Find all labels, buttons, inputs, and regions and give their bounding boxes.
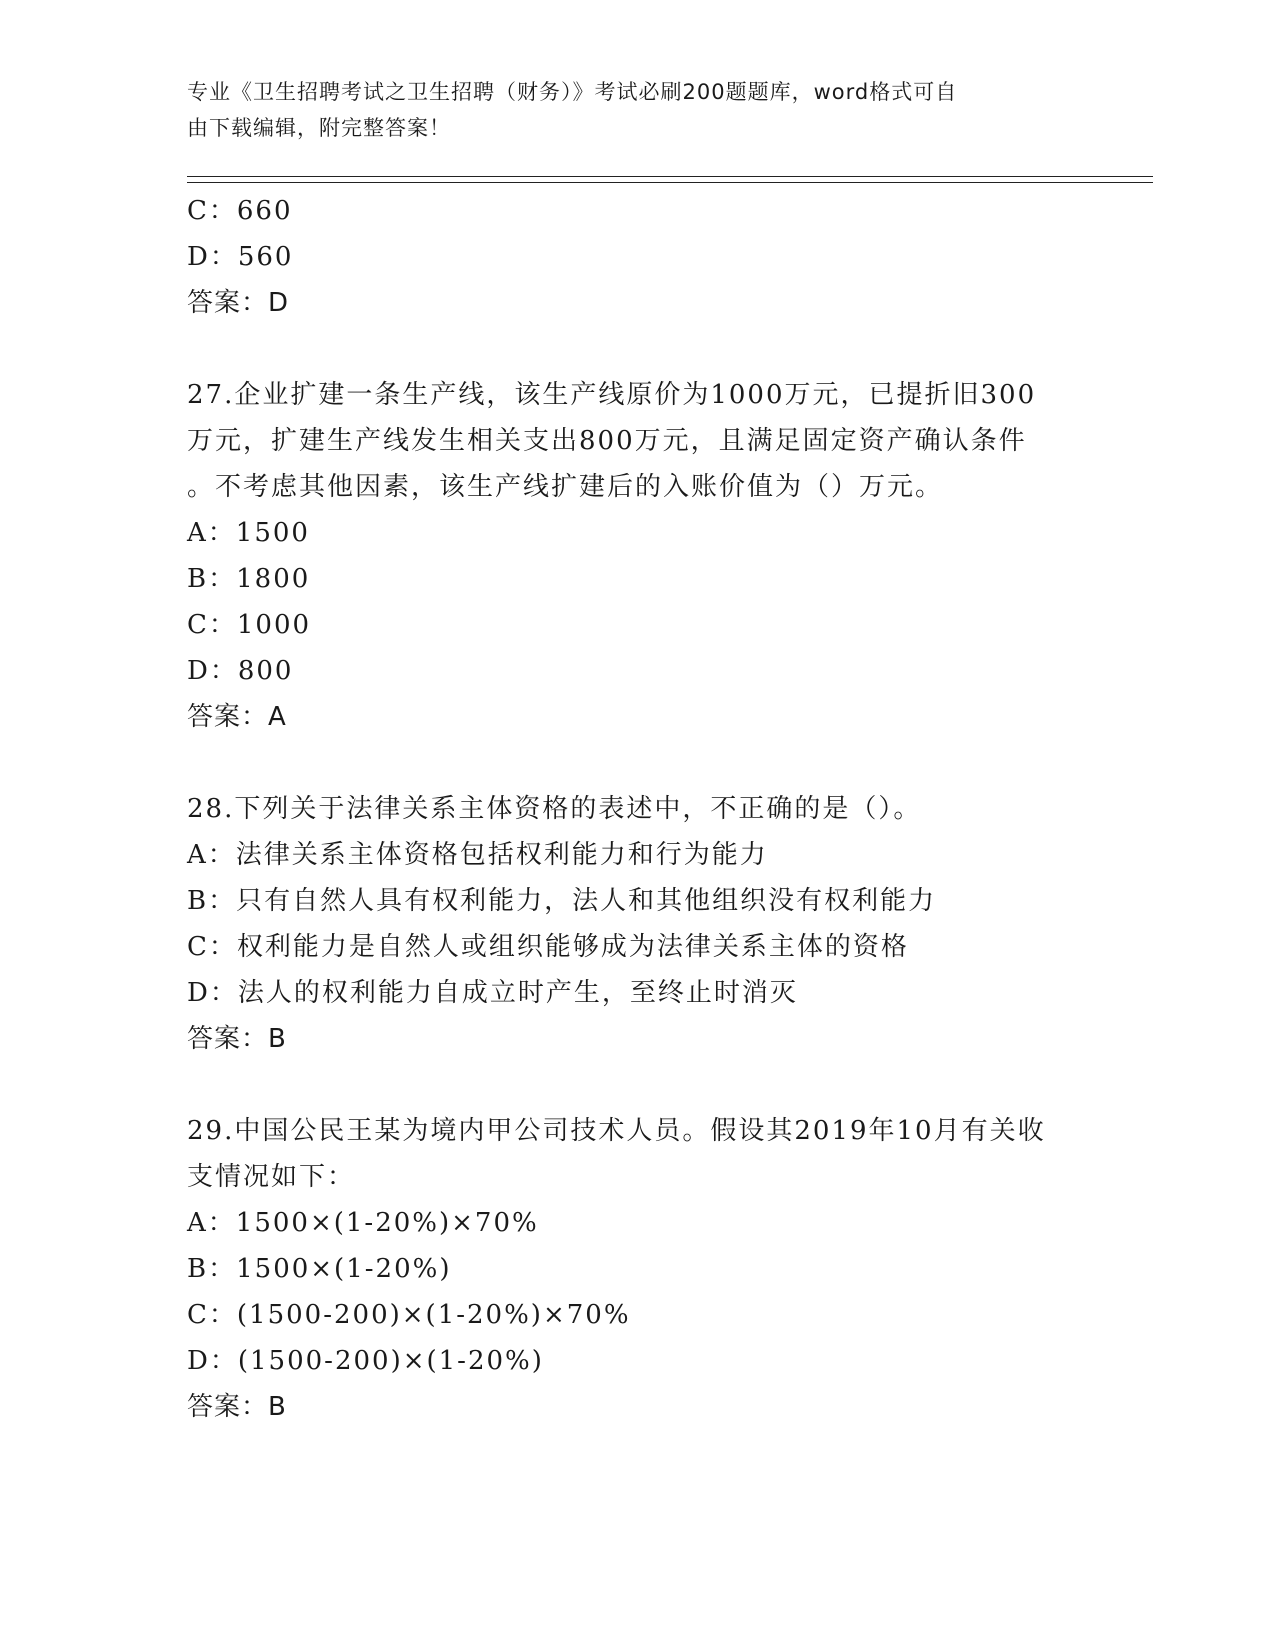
- option-a: A：1500×(1-20%)×70%: [187, 1208, 539, 1238]
- question-list: [187, 188, 1087, 1430]
- option-d: D：法人的权利能力自成立时产生，至终止时消灭: [187, 978, 798, 1008]
- document-header: [187, 74, 1077, 146]
- question-28: [187, 786, 1087, 1062]
- option-b: B：1500×(1-20%): [187, 1254, 452, 1284]
- question-29: [187, 1108, 1087, 1430]
- option-c: C：1000: [187, 610, 312, 640]
- question-stem-line: 27.企业扩建一条生产线，该生产线原价为1000万元，已提折旧300: [187, 380, 1037, 410]
- option-d: D：800: [187, 656, 294, 686]
- option-c: C：(1500-200)×(1-20%)×70%: [187, 1300, 631, 1330]
- question-stem-line: 29.中国公民王某为境内甲公司技术人员。假设其2019年10月有关收: [187, 1116, 1046, 1146]
- question-stem-line: 万元，扩建生产线发生相关支出800万元，且满足固定资产确认条件: [187, 426, 1027, 456]
- option-d: D：560: [187, 242, 294, 272]
- answer-line: 答案：B: [187, 1024, 287, 1054]
- header-divider-bottom: [187, 182, 1153, 183]
- question-stem-line: 。不考虑其他因素，该生产线扩建后的入账价值为（）万元。: [187, 472, 944, 502]
- option-a: A：法律关系主体资格包括权利能力和行为能力: [187, 840, 768, 870]
- spacer: [187, 1062, 1087, 1108]
- answer-line: 答案：B: [187, 1392, 287, 1422]
- option-b: B：1800: [187, 564, 311, 594]
- option-a: A：1500: [187, 518, 310, 548]
- question-stem-line: 28.下列关于法律关系主体资格的表述中，不正确的是（）。: [187, 794, 922, 824]
- spacer: [187, 740, 1087, 786]
- option-c: C：660: [187, 196, 293, 226]
- question-stem-line: 支情况如下：: [187, 1162, 356, 1192]
- spacer: [187, 326, 1087, 372]
- header-title-line-2: 由下载编辑，附完整答案！: [187, 116, 451, 140]
- header-divider-top: [187, 176, 1153, 177]
- answer-line: 答案：A: [187, 702, 287, 732]
- option-c: C：权利能力是自然人或组织能够成为法律关系主体的资格: [187, 932, 909, 962]
- question-27: [187, 372, 1087, 740]
- option-b: B：只有自然人具有权利能力，法人和其他组织没有权利能力: [187, 886, 937, 916]
- answer-line: 答案：D: [187, 288, 290, 318]
- option-d: D：(1500-200)×(1-20%): [187, 1346, 544, 1376]
- header-title-line-1: 专业《卫生招聘考试之卫生招聘（财务）》考试必刷200题题库，word格式可自: [187, 80, 958, 104]
- prev-question: [187, 188, 1087, 326]
